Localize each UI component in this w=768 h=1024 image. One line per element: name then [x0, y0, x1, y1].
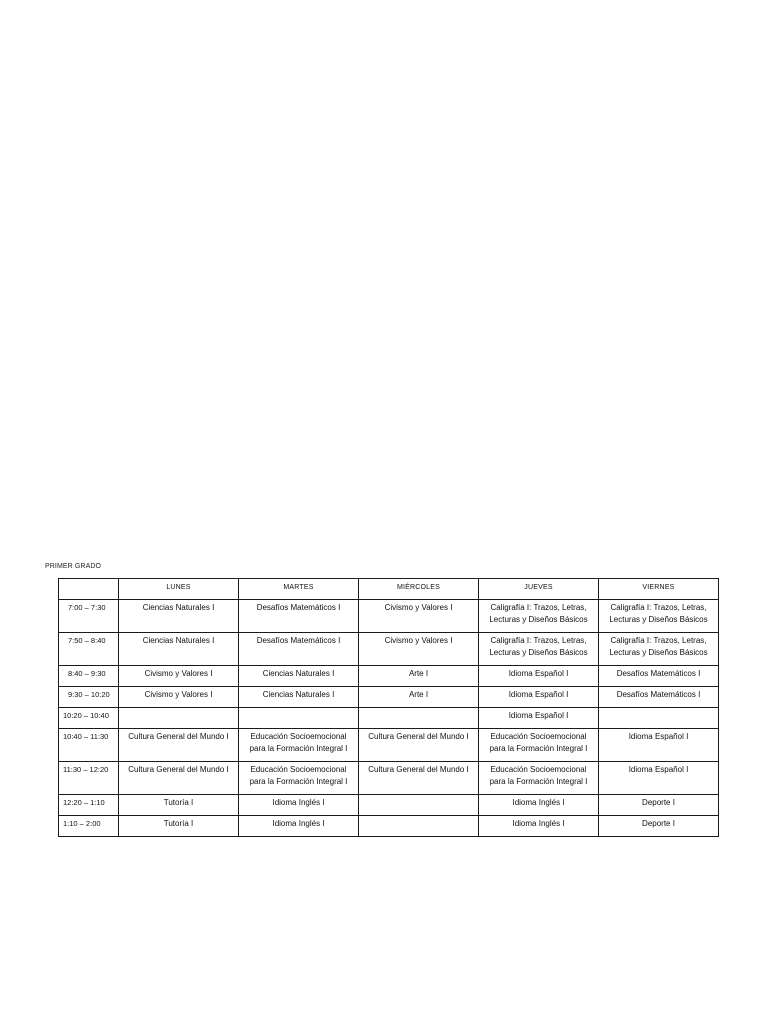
class-cell: Ciencias Naturales I	[119, 633, 239, 666]
table-row	[59, 708, 719, 729]
table-row	[59, 729, 719, 762]
time-cell: 7:00 – 7:30	[59, 600, 119, 633]
class-cell: Civismo y Valores I	[119, 687, 239, 708]
header-cell-viernes: VIERNES	[599, 579, 719, 600]
class-cell: Arte I	[359, 666, 479, 687]
page-caption: PRIMER GRADO	[45, 563, 102, 570]
header-row	[59, 579, 719, 600]
class-cell: Caligrafía I: Trazos, Letras, Lecturas y Diseños Básicos	[599, 600, 719, 633]
table-row	[59, 600, 719, 633]
class-cell: Caligrafía I: Trazos, Letras, Lecturas y Diseños Básicos	[479, 633, 599, 666]
table-row	[59, 816, 719, 837]
table-row	[59, 633, 719, 666]
class-cell: Caligrafía I: Trazos, Letras, Lecturas y Diseños Básicos	[599, 633, 719, 666]
class-cell: Deporte I	[599, 816, 719, 837]
class-cell: Idioma Español I	[479, 666, 599, 687]
class-cell: Tutoría I	[119, 816, 239, 837]
class-cell: Idioma Inglés I	[239, 816, 359, 837]
class-cell: Caligrafía I: Trazos, Letras, Lecturas y Diseños Básicos	[479, 600, 599, 633]
class-cell: Arte I	[359, 687, 479, 708]
header-cell-jueves: JUEVES	[479, 579, 599, 600]
class-cell	[359, 795, 479, 816]
class-cell: Cultura General del Mundo I	[359, 762, 479, 795]
class-cell: Educación Socioemocional para la Formación Integral I	[239, 729, 359, 762]
class-cell: Deporte I	[599, 795, 719, 816]
schedule-table	[58, 578, 719, 837]
class-cell: Idioma Inglés I	[479, 816, 599, 837]
time-cell: 10:20 – 10:40	[59, 708, 119, 729]
class-cell	[119, 708, 239, 729]
time-cell: 8:40 – 9:30	[59, 666, 119, 687]
header-cell-lunes: LUNES	[119, 579, 239, 600]
class-cell: Cultura General del Mundo I	[119, 729, 239, 762]
class-cell: Civismo y Valores I	[359, 633, 479, 666]
class-cell: Tutoría I	[119, 795, 239, 816]
class-cell	[239, 708, 359, 729]
time-cell: 1:10 – 2:00	[59, 816, 119, 837]
class-cell: Desafíos Matemáticos I	[599, 687, 719, 708]
class-cell: Ciencias Naturales I	[119, 600, 239, 633]
time-cell: 10:40 – 11:30	[59, 729, 119, 762]
class-cell: Idioma Español I	[479, 708, 599, 729]
class-cell: Idioma Inglés I	[239, 795, 359, 816]
class-cell: Ciencias Naturales I	[239, 666, 359, 687]
time-cell: 12:20 – 1:10	[59, 795, 119, 816]
class-cell: Cultura General del Mundo I	[119, 762, 239, 795]
table-row	[59, 795, 719, 816]
time-cell: 7:50 – 8:40	[59, 633, 119, 666]
class-cell: Educación Socioemocional para la Formación Integral I	[479, 729, 599, 762]
time-cell: 11:30 – 12:20	[59, 762, 119, 795]
class-cell: Civismo y Valores I	[119, 666, 239, 687]
class-cell: Idioma Español I	[479, 687, 599, 708]
table-row	[59, 687, 719, 708]
class-cell: Desafíos Matemáticos I	[239, 633, 359, 666]
class-cell	[599, 708, 719, 729]
class-cell: Idioma Español I	[599, 762, 719, 795]
class-cell: Civismo y Valores I	[359, 600, 479, 633]
class-cell: Desafíos Matemáticos I	[239, 600, 359, 633]
class-cell: Cultura General del Mundo I	[359, 729, 479, 762]
class-cell	[359, 708, 479, 729]
class-cell: Educación Socioemocional para la Formación Integral I	[239, 762, 359, 795]
table-row	[59, 666, 719, 687]
class-cell: Ciencias Naturales I	[239, 687, 359, 708]
class-cell: Desafíos Matemáticos I	[599, 666, 719, 687]
class-cell: Idioma Inglés I	[479, 795, 599, 816]
header-cell-martes: MARTES	[239, 579, 359, 600]
header-cell-time	[59, 579, 119, 600]
class-cell	[359, 816, 479, 837]
time-cell: 9:30 – 10:20	[59, 687, 119, 708]
table-row	[59, 762, 719, 795]
header-cell-miercoles: MIÉRCOLES	[359, 579, 479, 600]
class-cell: Idioma Español I	[599, 729, 719, 762]
class-cell: Educación Socioemocional para la Formación Integral I	[479, 762, 599, 795]
